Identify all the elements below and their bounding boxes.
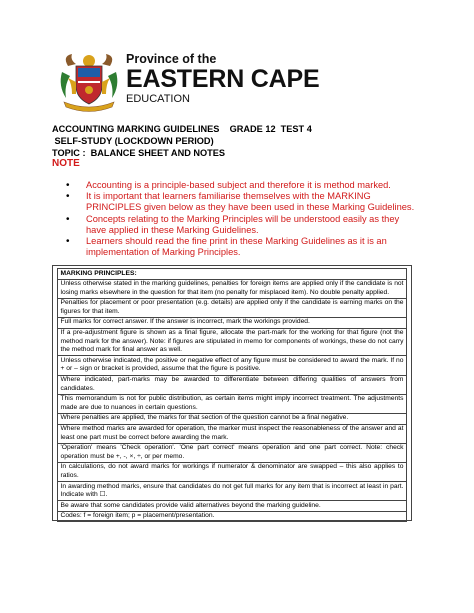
table-row — [58, 279, 407, 298]
note-item: • Accounting is a principle-based subject and therefore it is method marked. — [66, 180, 416, 191]
table-row — [58, 443, 407, 462]
table-row — [58, 356, 407, 375]
table-row — [58, 375, 407, 394]
principle-cell: Unless otherwise indicated, the positive or negative effect of any figure must be considered to award the mark. If no + or – sign or bracket is provided, assume that the figure is positive. — [58, 356, 407, 375]
table-row — [58, 424, 407, 443]
principle-cell: Be aware that some candidates provide valid alternatives beyond the marking guideline. — [58, 501, 407, 512]
principle-cell: Where penalties are applied, the marks for that section of the question cannot be a final negative. — [58, 413, 407, 424]
principle-cell: Full marks for correct answer. If the answer is incorrect, mark the workings provided. — [58, 317, 407, 328]
table-row — [58, 462, 407, 481]
table-row — [58, 482, 407, 501]
title-line-3: TOPIC : BALANCE SHEET AND NOTES — [52, 148, 226, 158]
table-row — [58, 328, 407, 356]
principle-cell: Where indicated, part-marks may be awarded to differentiate between differing qualities of answers from candidates. — [58, 375, 407, 394]
principle-cell: Codes: f = foreign item; p = placement/presentation. — [58, 511, 407, 522]
principle-cell: Where method marks are awarded for operation, the marker must inspect the reasonableness of the answer and at least one part must be correct before awarding the mark. — [58, 424, 407, 443]
note-item: • Learners should read the fine print in these Marking Guidelines as it is an implementation of Marking Principles. — [66, 236, 416, 258]
table-row — [58, 394, 407, 413]
department-wordmark — [126, 52, 319, 106]
province-name: EASTERN CAPE — [126, 65, 320, 93]
note-heading: NOTE — [52, 158, 80, 169]
title-line-1: ACCOUNTING MARKING GUIDELINES GRADE 12 TEST 4 — [52, 124, 312, 134]
principle-cell: Unless otherwise stated in the marking guidelines, penalties for foreign items are applied only if the candidate is not losing marks elsewhere in the question for that item (no penalty for misplaced item). No double penalty applied. — [58, 279, 407, 298]
principle-cell: 'Operation' means 'Check operation'. 'One part correct' means operation and one part correct. Note: check operation must be +, -, ×, ÷, or per memo. — [58, 443, 407, 462]
letterhead — [58, 52, 358, 112]
principles-heading: MARKING PRINCIPLES: — [58, 269, 407, 280]
note-item: • It is important that learners familiarise themselves with the MARKING PRINCIPLES given below as they have been used in these Marking Guidelines. — [66, 191, 416, 213]
table-row — [58, 501, 407, 512]
marking-principles-table — [57, 268, 407, 522]
principle-cell: Penalties for placement or poor presentation (e.g. details) are applied only if the candidate is earning marks on the figures for that item. — [58, 298, 407, 317]
title-line-2: SELF-STUDY (LOCKDOWN PERIOD) — [52, 136, 214, 146]
note-list — [66, 180, 416, 258]
principle-cell: If a pre-adjustment figure is shown as a final figure, allocate the part-mark for the working for that figure (not the method mark for the answer). Note: if figures are stipulated in memo for components of workings, these do not carry the method mark for final answer as well. — [58, 328, 407, 356]
table-row — [58, 317, 407, 328]
principle-cell: In awarding method marks, ensure that candidates do not get full marks for any item that is incorrect at least in part. Indicate with ☐. — [58, 482, 407, 501]
principle-cell: In calculations, do not award marks for workings if numerator & denominator are swapped – this also applies to ratios. — [58, 462, 407, 481]
document-titles — [52, 123, 312, 159]
note-item: • Concepts relating to the Marking Principles will be understood easily as they have applied in these Marking Guidelines. — [66, 214, 416, 236]
table-row — [58, 511, 407, 522]
province-label: Province of the — [126, 52, 217, 66]
table-row — [58, 298, 407, 317]
principle-cell: This memorandum is not for public distribution, as certain items might imply incorrect treatment. The adjustments made are due to nuances in certain questions. — [58, 394, 407, 413]
table-row — [58, 269, 407, 280]
coat-of-arms-logo — [58, 52, 120, 112]
department-label: EDUCATION — [126, 93, 190, 105]
table-row — [58, 413, 407, 424]
